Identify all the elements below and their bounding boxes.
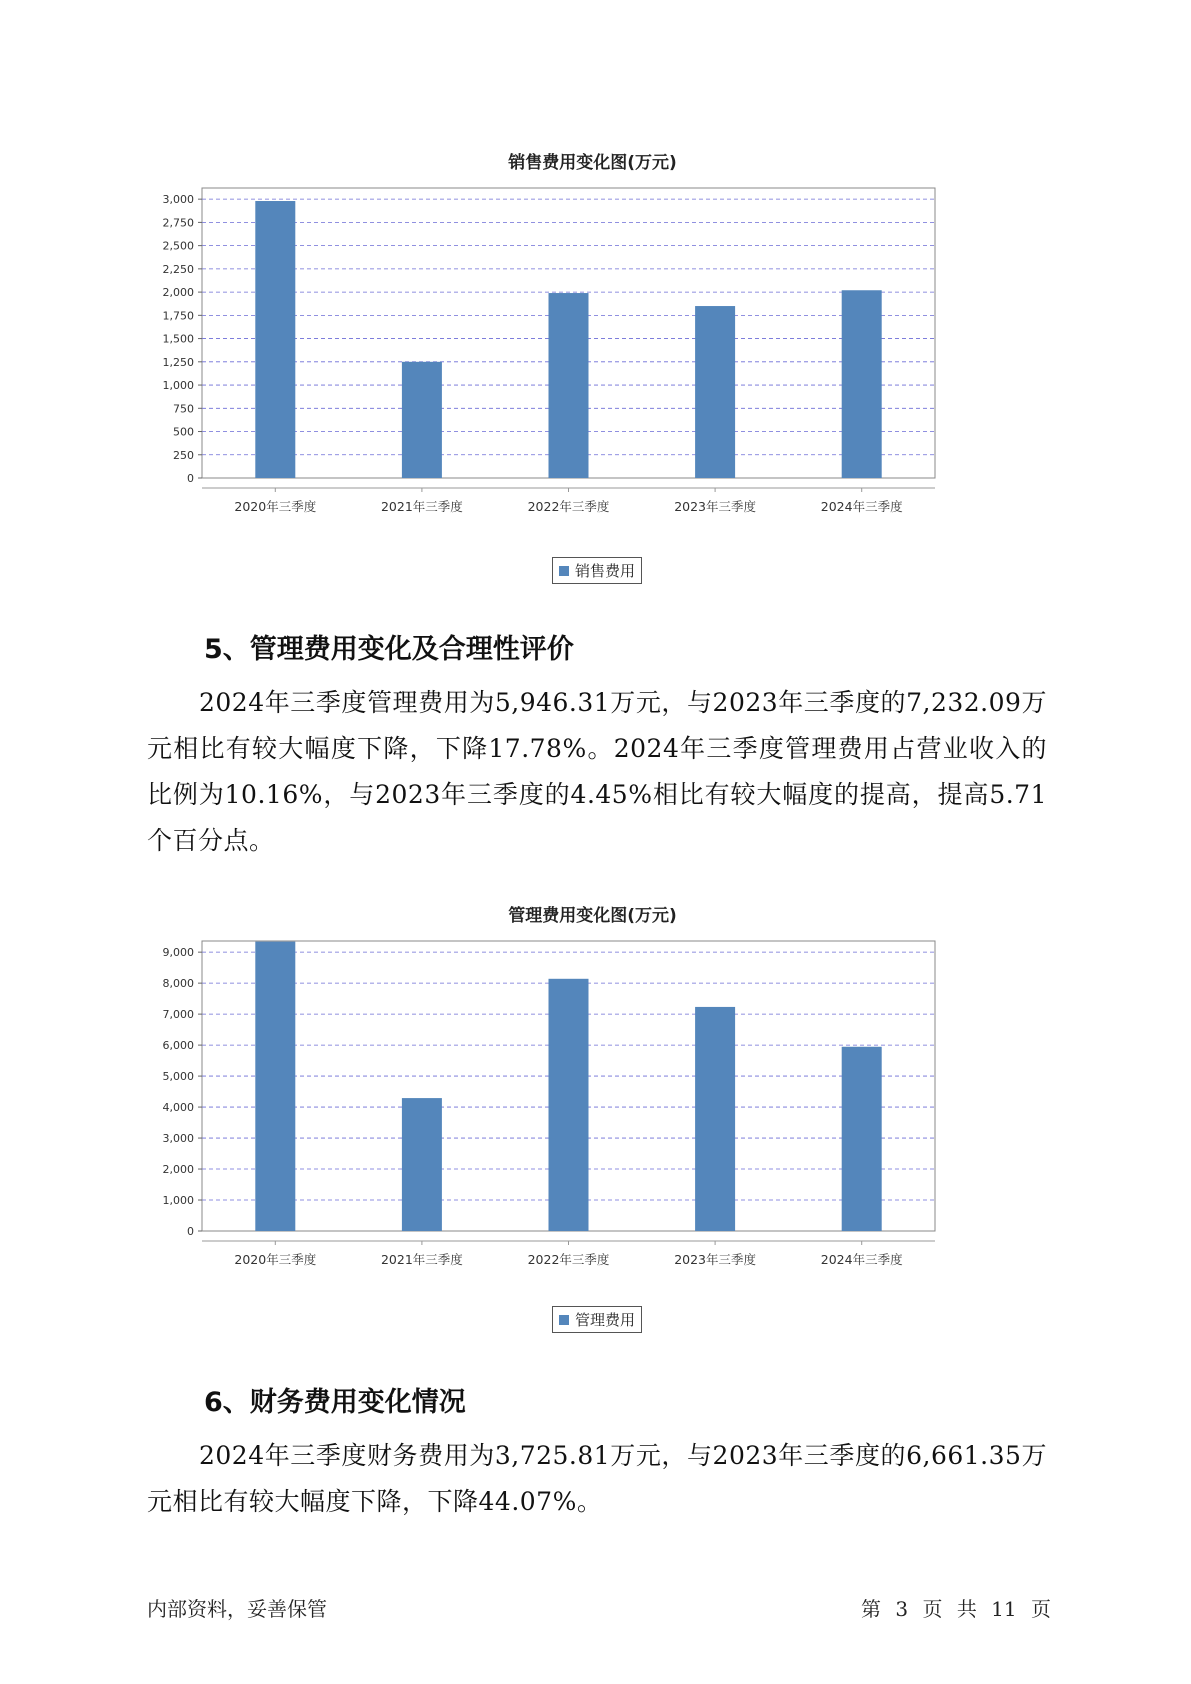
bar [842,290,882,478]
bar [255,201,295,478]
x-tick-label: 2021年三季度 [380,499,463,514]
legend-swatch [559,566,569,576]
y-tick-label: 0 [187,1225,194,1238]
bar [255,942,295,1231]
y-tick-label: 1,000 [162,1194,194,1208]
y-tick-label: 9,000 [162,946,194,960]
chart-plot [150,933,1035,1333]
y-tick-label: 7,000 [162,1008,194,1022]
y-tick-label: 0 [187,472,194,485]
x-tick-label: 2023年三季度 [674,499,757,514]
y-tick-label: 1,000 [162,379,194,393]
y-tick-label: 3,000 [162,1132,194,1146]
section-heading: 6、财务费用变化情况 [204,1387,466,1418]
legend-swatch [559,1315,569,1325]
y-tick-label: 1,250 [162,355,194,369]
y-tick-label: 750 [173,402,194,416]
section-paragraph: 2024年三季度管理费用为5,946.31万元，与2023年三季度的7,232.09万元相比有较大幅度下降，下降17.78%。2024年三季度管理费用占营业收入的比例为10.16%，与2023年三季度的4.45%相比有较大幅度的提高，提高5.71个百分点。 [147,688,1047,855]
bar [549,293,589,478]
y-tick-label: 3,000 [162,193,194,207]
y-tick-label: 6,000 [162,1039,194,1053]
y-tick-label: 1,500 [162,332,194,346]
y-tick-label: 500 [173,425,194,439]
y-tick-label: 1,750 [162,309,194,323]
bar [402,362,442,478]
chart-title: 销售费用变化图(万元) [508,153,677,173]
x-tick-label: 2022年三季度 [527,1252,610,1267]
admin-expense-chart [150,893,1035,1343]
section-heading: 5、管理费用变化及合理性评价 [204,634,574,665]
bar [402,1098,442,1231]
section-paragraph: 2024年三季度财务费用为3,725.81万元，与2023年三季度的6,661.35万元相比有较大幅度下降，下降44.07%。 [147,1441,1047,1516]
y-tick-label: 2,750 [162,216,194,230]
y-tick-label: 8,000 [162,977,194,991]
bar [842,1047,882,1231]
sales-expense-chart [150,140,1035,590]
chart-title: 管理费用变化图(万元) [508,906,677,926]
x-tick-label: 2021年三季度 [380,1252,463,1267]
y-tick-label: 2,000 [162,1163,194,1177]
y-tick-label: 5,000 [162,1070,194,1084]
legend-label: 销售费用 [575,562,636,580]
chart-legend [552,557,642,584]
x-tick-label: 2020年三季度 [234,1252,317,1267]
x-tick-label: 2023年三季度 [674,1252,757,1267]
bar [695,1007,735,1231]
x-tick-label: 2024年三季度 [820,499,903,514]
page-number: 第 3 页 共 11 页 [861,1597,1051,1621]
y-tick-label: 4,000 [162,1101,194,1115]
footer-note: 内部资料，妥善保管 [147,1597,327,1621]
y-tick-label: 2,000 [162,286,194,300]
bar [695,306,735,478]
chart-legend [552,1306,642,1333]
y-tick-label: 2,500 [162,239,194,253]
chart-plot [150,180,1035,580]
legend-label: 管理费用 [575,1311,636,1329]
x-tick-label: 2024年三季度 [820,1252,903,1267]
y-tick-label: 250 [173,448,194,462]
x-tick-label: 2020年三季度 [234,499,317,514]
x-tick-label: 2022年三季度 [527,499,610,514]
bar [549,979,589,1231]
y-tick-label: 2,250 [162,262,194,276]
